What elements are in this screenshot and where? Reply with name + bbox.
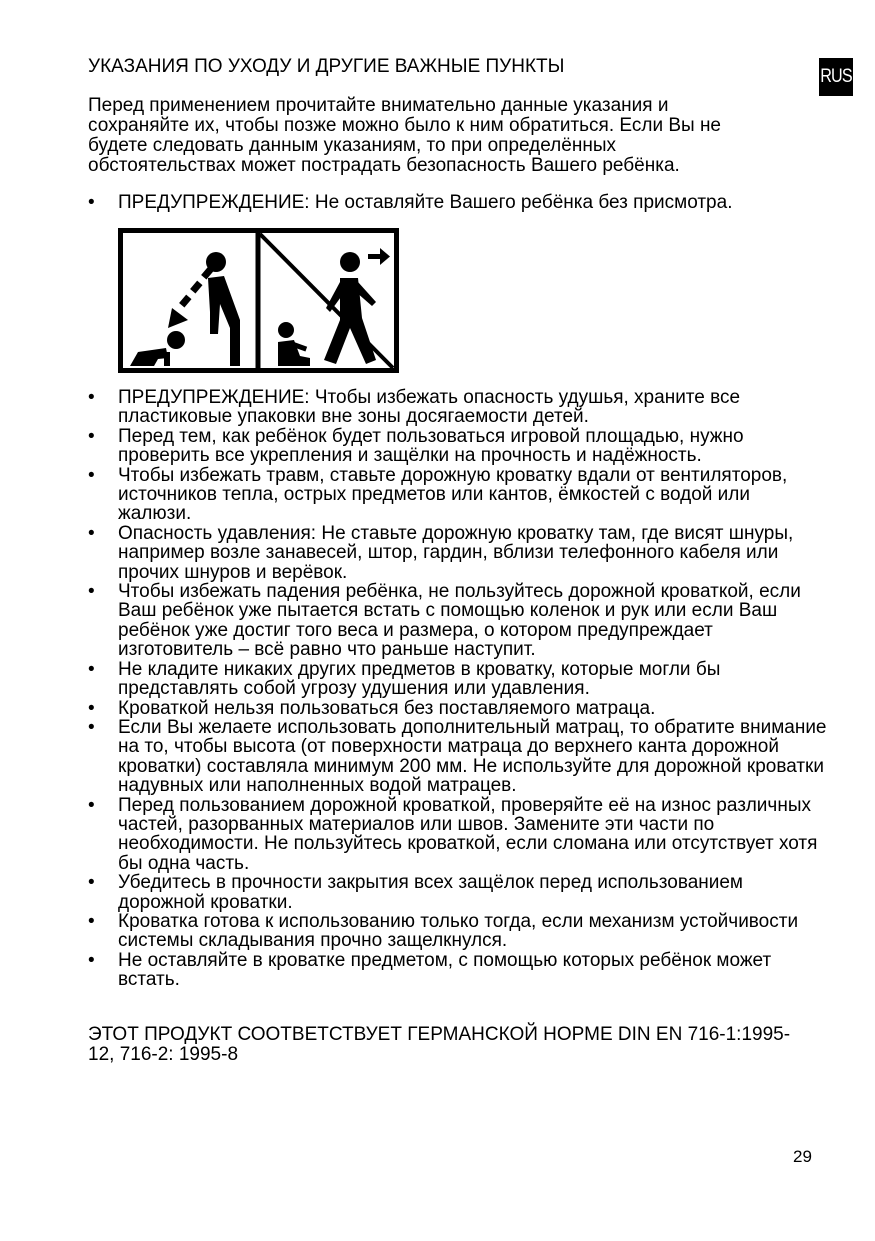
list-item: • Не кладите никаких других предметов в кроватку, которые могли бы представлять собой угрозу удушения или удавления. — [88, 660, 828, 699]
adult-figure — [206, 252, 240, 366]
list-item: • Если Вы желаете использовать дополнительный матрац, то обратите внимание на то, чтобы высота (от поверхности матраца до верхнего канта дорожной кроватки) составляла минимум 200 мм. Не используйте для дорожной кроватки надувных или наполненных водой матрацев. — [88, 718, 828, 796]
list-item: • Чтобы избежать травм, ставьте дорожную кроватку вдали от вентиляторов, источников тепла, острых предметов или кантов, ёмкостей с водой или жалюзи. — [88, 466, 828, 524]
list-item: • Чтобы избежать падения ребёнка, не пользуйтесь дорожной кроваткой, если Ваш ребёнок уже пытается встать с помощью коленок и рук или если Ваш ребёнок уже достиг того веса и размера, о котором предупреждает изготовитель – всё равно что раньше наступит. — [88, 582, 828, 660]
list-item: • Перед тем, как ребёнок будет пользоваться игровой площадью, нужно проверить все укрепления и защёлки на прочность и надёжность. — [88, 427, 828, 466]
arrow-right-icon — [368, 248, 390, 265]
list-item: • Кроватка готова к использованию только тогда, если механизм устойчивости системы складывания прочно защелкнулся. — [88, 912, 828, 951]
do-not-leave-child-unattended-icon — [118, 228, 399, 373]
walking-adult-figure — [324, 252, 376, 364]
page-number: 29 — [793, 1147, 812, 1166]
list-item: • Кроваткой нельзя пользоваться без поставляемого матраца. — [88, 699, 828, 718]
list-item: • Не оставляйте в кроватке предметом, с помощью которых ребёнок может встать. — [88, 951, 828, 990]
first-warning-list — [88, 193, 828, 212]
list-item: • ПРЕДУПРЕЖДЕНИЕ: Чтобы избежать опасность удушья, храните все пластиковые упаковки вне зоны досягаемости детей. — [88, 388, 828, 427]
crawling-baby-figure — [130, 331, 185, 366]
conformity-statement: ЭТОТ ПРОДУКТ СООТВЕТСТВУЕТ ГЕРМАНСКОЙ НОРМЕ DIN EN 716-1:1995-12, 716-2: 1995-8 — [88, 1024, 791, 1065]
safety-instructions-list — [88, 388, 828, 990]
list-item: • Убедитесь в прочности закрытия всех защёлок перед использованием дорожной кроватки. — [88, 873, 828, 912]
language-badge: RUS — [819, 58, 853, 96]
intro-paragraph: Перед применением прочитайте внимательно данные указания и сохраняйте их, чтобы позже можно было к ним обратиться. Если Вы не будете следовать данным указаниям, то при определённых обстоятельствах может пострадать безопасность Вашего ребёнка. — [88, 95, 722, 176]
list-item: • Перед пользованием дорожной кроваткой, проверяйте её на износ различных частей, разорванных материалов или швов. Замените эти части по необходимости. Не пользуйтесь кроваткой, если сломана или отсутствует хотя бы одна часть. — [88, 796, 828, 874]
list-item: • ПРЕДУПРЕЖДЕНИЕ: Не оставляйте Вашего ребёнка без присмотра. — [88, 193, 828, 212]
list-item: • Опасность удавления: Не ставьте дорожную кроватку там, где висят шнуры, например возле занавесей, штор, гардин, вблизи телефонного кабеля или прочих шнуров и верёвок. — [88, 524, 828, 582]
page-title: УКАЗАНИЯ ПО УХОДУ И ДРУГИЕ ВАЖНЫЕ ПУНКТЫ — [88, 56, 565, 77]
sitting-baby-figure — [278, 322, 310, 366]
dashed-arrow-icon — [168, 267, 214, 328]
